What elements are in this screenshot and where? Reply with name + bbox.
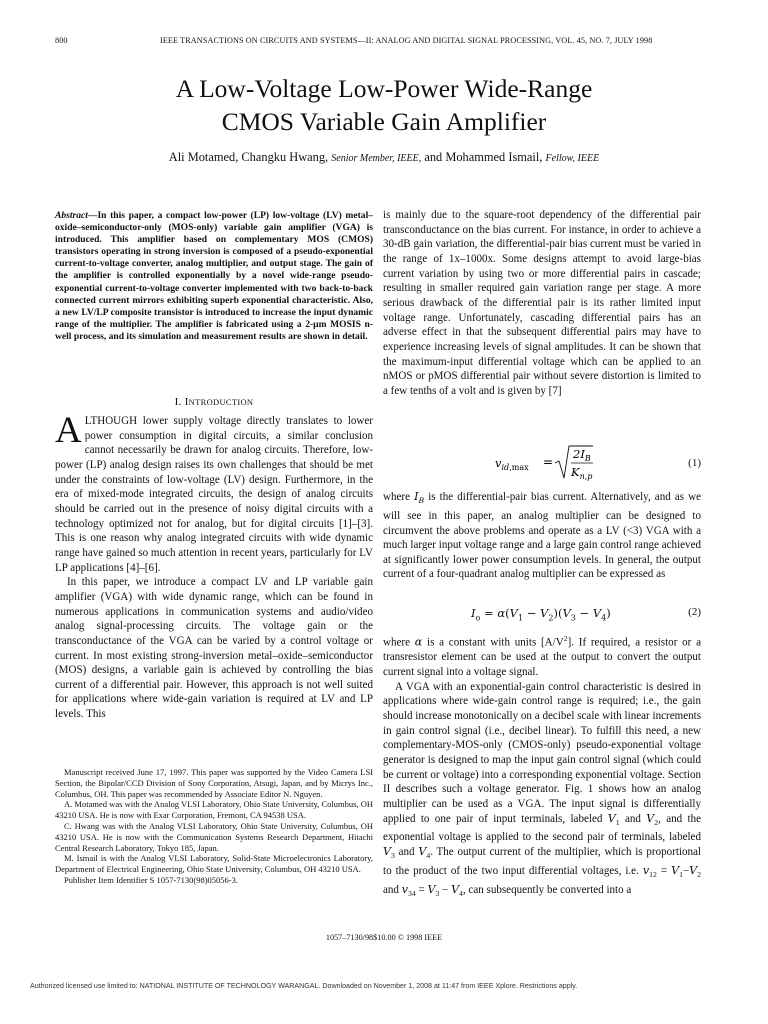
footnote: Publisher Item Identifier S 1057-7130(98)05056-3. — [64, 874, 238, 885]
intro-paragraph-2: In this paper, we introduce a compact LV and LP variable gain amplifier (VGA) with wide dynamic range, which can be found in numerous applications in communication systems and audio/video analog signal-processing circuits. The voltage gain or the transconductance of the VGA can be varied by a control voltage or current. In most existing strong-inversion metal–oxide–semiconductor (MOS) designs, a variable gain is achieved by controlling the bias current of a differential pair. However, this approach is not well suited for applications where wide-gain variation is required at LV and LP levels. This — [55, 576, 373, 721]
paragraph-vga: A VGA with an exponential-gain control characteristic is desired in applications where wide-gain control range is required; i.e., the gain should increase monotonically on a decibel scale with linear increments in gain control signal (i.e., decibel linear). To fulfill this need, a new complementary-MOS-only (CMOS-only) pseudo-exponential voltage generator is designed to map the input gain control signal (which could be current or voltage) into a corresponding exponential voltage. Section II describes such a voltage generator. Fig. 1 shows how an analog multiplier can be used as a VGA. The input signal is differentially applied to one pair of input terminals, labeled $V_1$ and $V_2$, and the exponential voltage is applied to the second pair of terminals, labeled $V_3$ and $V_4$. The output current of the multiplier, which is proportional to the product of the two input differential voltages, i.e. $v_{12} = V_1-V_2$ and $v_{34} = V_3 - V_4$, can subsequently be converted into a — [383, 680, 702, 898]
svg-text:Kn,p: $K_{n,p}$ — [571, 465, 593, 481]
author-2-role: Senior Member, IEEE, — [331, 153, 422, 164]
svg-text:2IB: $2I_B$ — [573, 447, 591, 463]
right-column-paragraph-2: where $I_B$ is the differential-pair bias current. Alternatively, and as we will see in this paper, an analog multiplier can be designed to circumvent the above problems and operate as a LV (<3) VGA with a much larger input voltage range and a large gain control range achieved at significantly lower power consumption levels. In general, the output current of a four-quadrant analog multiplier can be expressed as — [383, 490, 701, 581]
license-notice: Authorized licensed use limited to: NATIONAL INSTITUTE OF TECHNOLOGY WARANGAL. Downloaded on November 1, 2008 at 11:47 from IEEE Xplore. Restrictions apply. — [30, 982, 578, 990]
journal-header: IEEE TRANSACTIONS ON CIRCUITS AND SYSTEMS—II: ANALOG AND DIGITAL SIGNAL PROCESSING, VOL. 45, NO. 7, JULY 1998 — [160, 36, 653, 45]
equation-2-expression: $I_o = \alpha(V_1 - V_2)(V_3 - V_4)$ — [471, 606, 611, 623]
text-span: is the differential-pair bias current. Alternatively, and as we will see in this paper, an analog multiplier can be designed to circumvent the above problems and operate as a LV (<3) VGA with a much larger input voltage range and a large gain control range achieved at significantly lower power consumption levels. In general, the output current of a four-quadrant analog multiplier can be expressed as — [383, 491, 701, 581]
section-heading-introduction — [55, 396, 373, 408]
section-title-rest: NTRODUCTION — [188, 397, 254, 407]
text-span: is a constant with units [A/V — [427, 636, 564, 649]
right-column-paragraph-1: is mainly due to the square-root dependency of the differential pair transconductance on the bias current. For instance, in order to achieve a 30-dB gain variation, the differential-pair bias current must be varied in the range of 1x–1000x. Some designs attempt to avoid large-bias current variation by using two or more differential pairs in cascade; resulting in smaller required gain variation range per stage. A more serious drawback of the differential pair is its rather limited input voltage range. Unfortunately, cascading differential pairs has an adverse effect in that the subsequent differential pairs may have to experience increasing levels of signal amplitudes. It can be shown that the maximum-input differential voltage which can be applied to an nMOS or pMOS differential pair without severe distortion is limited to a few tenths of a volt and is given by [7] — [383, 209, 701, 397]
right-column-paragraph-3 — [383, 632, 701, 902]
copyright-code: 1057–7130/98$10.00 © 1998 IEEE — [325, 933, 443, 942]
text-span: and — [624, 812, 641, 825]
author-3-role: Fellow, IEEE — [545, 153, 600, 164]
text-span: where — [383, 636, 410, 649]
svg-text:vid,max: $v_{id},\max$ — [495, 456, 529, 472]
text-span: , can subsequently be converted into a — [462, 883, 632, 896]
equation-2 — [383, 604, 701, 624]
section-numeral: I. I — [174, 396, 189, 408]
title-line-1: A Low-Voltage Low-Power Wide-Range — [175, 74, 593, 103]
equation-1 — [383, 440, 701, 486]
text-span: A VGA with an exponential-gain control characteristic is desired in applications where wide-gain control range is required; i.e., the gain should increase monotonically on a decibel scale with linear increments in gain control signal (i.e., decibel linear). To fulfill this need, a new complementary-MOS-only (CMOS-only) pseudo-exponential voltage generator is designed to map the input gain control signal (which could be current or voltage) into a corresponding exponential voltage. Section II describes such a voltage generator. Fig. 1 shows how an analog multiplier can be used as a VGA. The input signal is differentially applied to one pair of input terminals, labeled — [383, 680, 701, 825]
author-1: Ali Motamed, — [168, 150, 239, 164]
intro-paragraph-1 — [55, 410, 373, 575]
abstract-text: In this paper, a compact low-power (LP) low-voltage (LV) metal–oxide–semiconductor-only (MOS-only) variable gain amplifier (VGA) is introduced. This amplifier based on complementary MOS (CMOS) transistors operating in strong inversion is composed of a pseudo-exponential current-to-voltage converter, analog multiplier, and output stage. The gain of the amplifier is controlled exponentially by a novel wide-range pseudo-exponential current-to-voltage converter implemented with two back-to-back connected current mirrors exhibiting superb exponential characteristic. Also, a new LV/LP composite transistor is introduced to increase the input dynamic range of the multiplier. The amplifier is fabricated using a 2-μm MOSIS n-well process, and its simulation and measurement results are shown in detail. — [55, 210, 373, 342]
text-span: and — [383, 883, 399, 896]
title-line-2: CMOS Variable Gain Amplifier — [221, 107, 547, 136]
page-number: 800 — [55, 36, 68, 45]
footnote: A. Motamed was with the Analog VLSI Laboratory, Ohio State University, Columbus, OH 43210 USA. He is now with Exar Corporation, Fremont, CA 94538 USA. — [55, 799, 373, 821]
footnotes — [55, 767, 373, 886]
intro-paragraph-1-text: LTHOUGH lower supply voltage directly translates to lower power consumption in digital circuits, a similar conclusion cannot necessarily be drawn for analog circuits. Therefore, low-power (LP) analog design raises its own challenges that should be met under the constraints of low-voltage (LV) design. Furthermore, in the era of mixed-mode integrated circuits, the design of analog circuits should be carried out in the presence of noisy digital circuits with a technology optimized not for analog, but for digital circuits [1]–[3]. This is one reason why analog integrated circuits with wide dynamic range have gained so much attention in recent years, particularly for LV LP applications [4]–[6]. — [55, 415, 373, 574]
text-span: , and the exponential voltage is applied to the second pair of terminals, labeled — [383, 812, 702, 844]
author-line — [40, 150, 728, 165]
text-span: where — [383, 491, 410, 503]
footnote: C. Hwang was with the Analog VLSI Laboratory, Ohio State University, Columbus, OH 43210 USA. He is now with the Communication Systems Research Department, Hitachi Central Research Laboratory, Tokyo 185, Japan. — [55, 820, 373, 853]
author-2: Changku Hwang, — [241, 150, 329, 164]
author-3: and Mohammed Ismail, — [424, 150, 543, 164]
equation-1-graphic — [383, 440, 701, 486]
svg-text:=: = — [543, 455, 554, 469]
abstract — [55, 210, 373, 343]
equation-2-number: (2) — [688, 606, 701, 618]
footnote: Manuscript received June 17, 1997. This paper was supported by the Video Camera LSI Section, the Bipolar/CCD Division of Sony Corporation, Atsugi, Japan, and by Micrys Inc., Columbus, OH. This paper was recommended by Associate Editor N. Nguyen. — [55, 767, 373, 799]
drop-cap: A — [55, 410, 82, 451]
text-span: and — [398, 846, 415, 859]
footnote: M. Ismail is with the Analog VLSI Laboratory, Solid-State Microelectronics Laboratory, Department of Electrical Engineering, Ohio State University, Columbus, OH 43210 USA. — [55, 853, 373, 875]
text-span: ]. If required, a resistor or a transresistor element can be used at the output to convert the output current signal into a voltage signal. — [383, 636, 701, 678]
left-column-body — [55, 410, 373, 722]
paragraph-alpha: where α is a constant with units $[A/V^2]$. If required, a resistor or a transresistor element can be used at the output to convert the output current signal into a voltage signal. — [383, 634, 701, 678]
paper-title — [40, 72, 728, 138]
text-span: . The output current of the multiplier, which is proportional to the product of the two input differential voltages, i.e. — [383, 846, 701, 877]
equation-1-number: (1) — [688, 457, 701, 469]
abstract-label: Abstract— — [55, 210, 98, 221]
